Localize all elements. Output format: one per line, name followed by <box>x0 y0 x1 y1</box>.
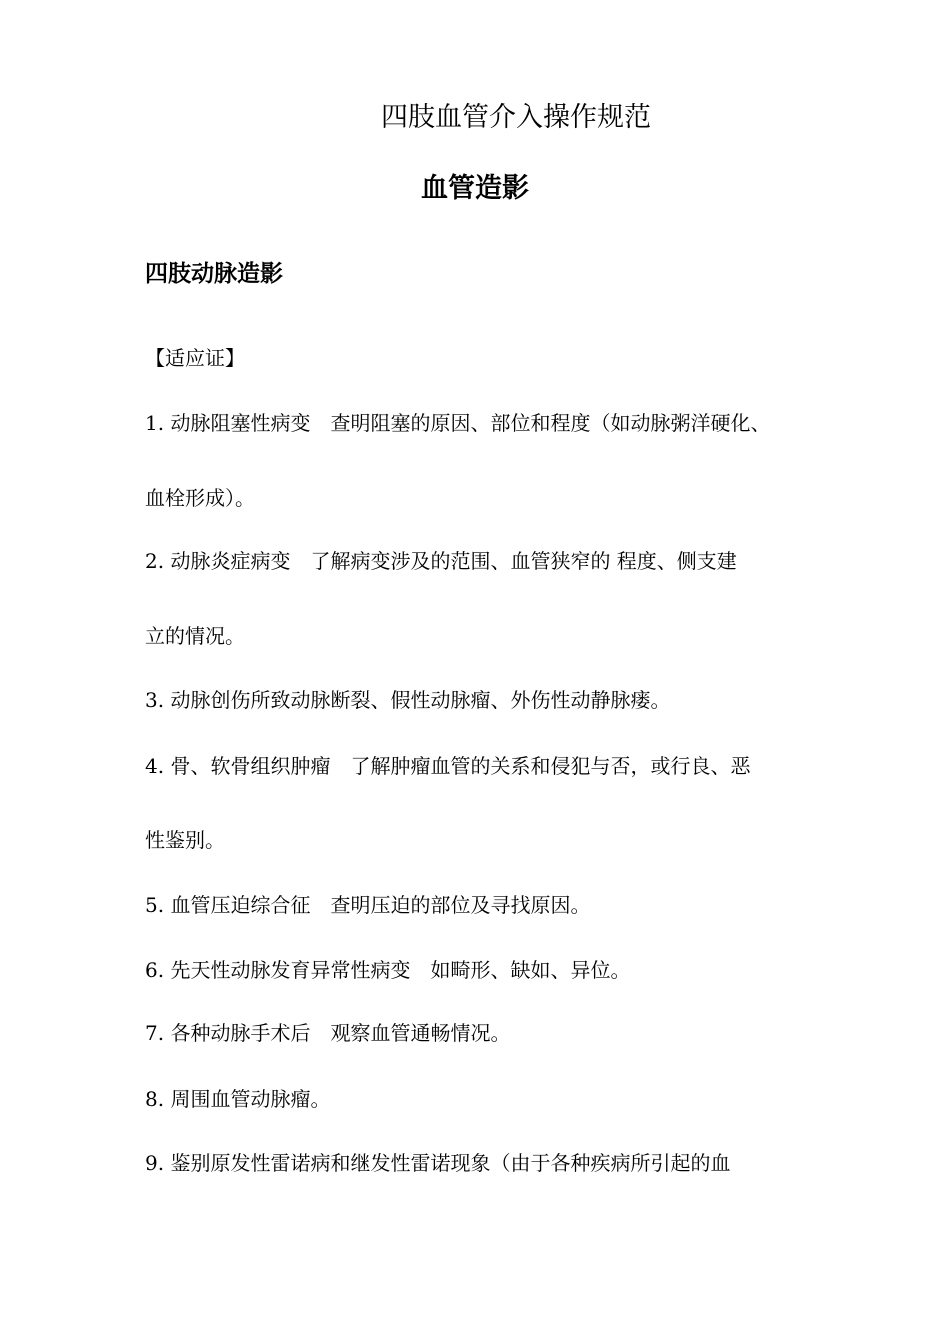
indication-line: 1. 动脉阻塞性病变 查明阻塞的原因、部位和程度（如动脉粥洋硬化、 <box>145 411 771 435</box>
indication-line: 5. 血管压迫综合征 查明压迫的部位及寻找原因。 <box>145 893 591 917</box>
indication-line: 立的情况。 <box>145 624 245 648</box>
indication-line: 6. 先天性动脉发育异常性病变 如畸形、缺如、异位。 <box>145 958 631 982</box>
indication-line: 8. 周围血管动脉瘤。 <box>145 1087 331 1111</box>
indication-line: 3. 动脉创伤所致动脉断裂、假性动脉瘤、外伤性动静脉瘘。 <box>145 688 671 712</box>
indication-line: 血栓形成）。 <box>145 486 255 510</box>
indication-line: 性鉴别。 <box>145 828 225 852</box>
indication-line: 9. 鉴别原发性雷诺病和继发性雷诺现象（由于各种疾病所引起的血 <box>145 1151 731 1175</box>
indications-label: 【适应证】 <box>145 346 245 370</box>
indication-line: 2. 动脉炎症病变 了解病变涉及的范围、血管狭窄的 程度、侧支建 <box>145 549 737 573</box>
section-heading: 四肢动脉造影 <box>145 261 283 287</box>
document-subtitle: 血管造影 <box>421 173 529 204</box>
indication-line: 7. 各种动脉手术后 观察血管通畅情况。 <box>145 1021 511 1045</box>
document-title: 四肢血管介入操作规范 <box>381 102 651 133</box>
indication-line: 4. 骨、软骨组织肿瘤 了解肿瘤血管的关系和侵犯与否，或行良、恶 <box>145 754 751 778</box>
